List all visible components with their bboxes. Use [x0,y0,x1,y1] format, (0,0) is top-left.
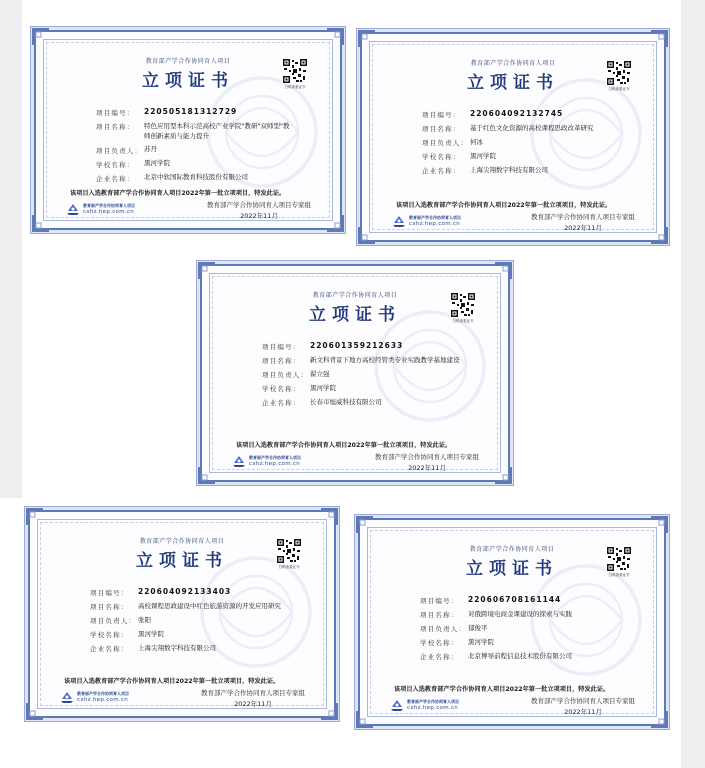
field-label: 项目负责人： [96,146,143,155]
issuer-name: 教育部产学合作协同育人项目专家组 [201,689,305,697]
field-value: 基于红色文化资源的高校课程思政改革研究 [470,123,594,132]
field-value: 黑河学院 [468,637,494,646]
certificate-fields [262,342,462,412]
program-logo-icon [66,202,80,216]
logo-name: 教育部产学合作协同育人项目 [83,203,135,208]
logo-name: 教育部产学合作协同育人项目 [77,691,129,696]
field-label: 企业名称： [420,653,459,661]
field-row [262,356,462,365]
issue-date: 2022年11月 [234,700,272,708]
issue-date: 2022年11月 [408,464,446,472]
corner-ornament-icon [32,28,50,46]
field-value: 220604092133403 [138,586,232,596]
logo-url[interactable]: cxhz.hep.com.cn [83,209,135,215]
field-value: 张阳 [138,615,151,624]
qr-code-icon [450,292,476,318]
program-logo-icon [390,698,404,712]
field-value: 长春市旭威科技有限公司 [310,397,382,406]
issuer-block [204,200,314,222]
field-value: 高校课程思政建设中红色旅游资源的开发应用研究 [138,601,281,610]
logo-url[interactable]: cxhz.hep.com.cn [409,221,461,227]
corner-ornament-icon [198,466,216,484]
qr-code-icon [282,58,308,84]
field-label: 项目编号： [96,109,135,117]
corner-ornament-icon [650,30,668,48]
logo-url[interactable]: cxhz.hep.com.cn [249,461,301,467]
corner-ornament-icon [356,710,374,728]
field-row [420,596,618,605]
field-row [96,160,294,169]
certificate-fields [420,596,618,666]
corner-ornament-icon [494,262,512,280]
certificate-card-2[interactable] [360,32,666,242]
corner-ornament-icon [326,28,344,46]
certificate-subtitle: 教育部产学合作协同育人项目 [312,292,398,299]
left-background-strip [0,0,22,498]
field-row [422,152,618,161]
logo-name: 教育部产学合作协同育人项目 [409,215,461,220]
issuer-name: 教育部产学合作协同育人项目专家组 [531,213,635,221]
field-value: 黑河学院 [144,159,170,167]
qr-code[interactable] [448,292,478,330]
field-row [422,110,618,119]
field-row [262,398,462,407]
field-row [90,602,288,611]
qr-code[interactable] [604,60,634,98]
field-value: 郁俊平 [468,623,488,632]
corner-ornament-icon [356,516,374,534]
certificate-title: 立项证书 [309,305,401,325]
field-label: 项目编号： [420,597,459,605]
field-label: 学校名称： [96,160,135,169]
certificate-statement: 该项目入选教育部产学合作协同育人项目2022年第一批立项项目，特发此证。 [396,202,612,209]
field-label: 项目编号： [262,343,301,351]
field-row [262,384,462,393]
corner-ornament-icon [326,214,344,232]
field-label: 项目负责人： [420,625,467,633]
field-value: 北京中软国际教育科技股份有限公司 [144,173,248,181]
field-row [262,370,462,379]
field-label: 项目编号： [90,589,129,597]
certificate-subtitle: 教育部产学合作协同育人项目 [139,538,225,545]
field-row [420,624,618,633]
logo-name: 教育部产学合作协同育人项目 [407,699,459,704]
certificate-card-3[interactable] [200,264,510,482]
certificate-card-5[interactable] [358,518,666,726]
issue-date: 2022年11月 [564,224,602,232]
field-row [262,342,462,351]
certificate-statement: 该项目入选教育部产学合作协同育人项目2022年第一批立项项目，特发此证。 [64,678,280,685]
field-value: 翟立强 [310,369,330,378]
field-value: 新文科背景下地方高校经管类专业实践教学基地建设 [310,355,460,364]
field-row [96,122,294,141]
certificate-title: 立项证书 [142,71,234,91]
certificate-card-4[interactable] [28,510,336,718]
program-logo[interactable] [390,698,459,712]
field-row [422,166,618,175]
qr-caption: 扫码查看证书 [284,85,306,89]
corner-ornament-icon [320,508,338,526]
field-row [90,630,288,639]
program-logo[interactable] [66,202,135,216]
qr-code-icon [276,538,302,564]
certificate-statement: 该项目入选教育部产学合作协同育人项目2022年第一批立项项目，特发此证。 [70,190,286,197]
field-value: 对俄跨境电商金课建设的探索与实践 [468,609,572,618]
field-value: 特色应用型本科示范高校产业学院"教研"双师型"教师创新素质与能力提升 [144,121,290,140]
field-value: 何冰 [470,137,483,146]
field-label: 项目名称： [262,357,301,365]
field-row [422,124,618,133]
field-label: 项目名称： [96,123,135,131]
certificate-subtitle: 教育部产学合作协同育人项目 [470,60,556,67]
issuer-block [528,696,638,718]
field-label: 项目编号： [422,111,461,119]
field-value: 黑河学院 [138,629,164,638]
program-logo-icon [392,214,406,228]
corner-ornament-icon [198,262,216,280]
issuer-name: 教育部产学合作协同育人项目专家组 [207,201,311,209]
qr-caption: 扫码查看证书 [608,87,630,91]
qr-code[interactable] [604,546,634,584]
field-label: 项目名称： [420,611,459,619]
field-label: 项目负责人： [262,371,309,379]
field-row [96,146,294,155]
field-row [422,138,618,147]
qr-code-icon [606,546,632,572]
qr-caption: 扫码查看证书 [452,319,474,323]
field-row [420,610,618,619]
corner-ornament-icon [358,226,376,244]
issue-date: 2022年11月 [564,708,602,716]
program-logo[interactable] [60,690,129,704]
field-label: 学校名称： [420,639,459,647]
corner-ornament-icon [358,30,376,48]
field-label: 项目名称： [90,603,129,611]
field-label: 企业名称： [422,167,461,175]
logo-url[interactable]: cxhz.hep.com.cn [77,697,129,703]
corner-ornament-icon [650,710,668,728]
program-logo-icon [232,454,246,468]
certificate-title: 立项证书 [466,559,558,579]
field-row [90,616,288,625]
issuer-name: 教育部产学合作协同育人项目专家组 [531,697,635,705]
field-row [96,108,294,117]
corner-ornament-icon [494,466,512,484]
field-label: 学校名称： [90,631,129,639]
field-label: 学校名称： [422,153,461,161]
program-logo[interactable] [232,454,301,468]
qr-code[interactable] [274,538,304,576]
field-row [90,644,288,653]
certificate-title: 立项证书 [467,73,559,93]
corner-ornament-icon [26,702,44,720]
qr-code[interactable] [280,58,310,96]
field-value: 上海尖翔数字科技有限公司 [138,643,216,652]
certificate-statement: 该项目入选教育部产学合作协同育人项目2022年第一批立项项目，特发此证。 [236,442,452,449]
certificate-fields [422,110,618,180]
certificate-subtitle: 教育部产学合作协同育人项目 [145,58,231,65]
field-value: 220601359212633 [310,340,404,350]
field-label: 企业名称： [262,399,301,407]
qr-caption: 扫码查看证书 [608,573,630,577]
corner-ornament-icon [32,214,50,232]
qr-caption: 扫码查看证书 [278,565,300,569]
corner-ornament-icon [650,516,668,534]
field-label: 项目名称： [422,125,461,133]
certificate-subtitle: 教育部产学合作协同育人项目 [469,546,555,553]
issuer-name: 教育部产学合作协同育人项目专家组 [375,453,479,461]
field-value: 上海尖翔数字科技有限公司 [470,165,548,174]
field-row [420,652,618,661]
field-row [96,174,294,183]
issue-date: 2022年11月 [240,212,278,220]
certificate-fields [90,588,288,658]
corner-ornament-icon [26,508,44,526]
bottom-left-background [0,498,18,768]
issuer-block [528,212,638,234]
field-value: 黑河学院 [310,383,336,392]
certificate-card-1[interactable] [34,30,342,230]
logo-name: 教育部产学合作协同育人项目 [249,455,301,460]
corner-ornament-icon [650,226,668,244]
qr-code-icon [606,60,632,86]
field-label: 企业名称： [96,174,135,183]
issuer-block [198,688,308,710]
field-row [90,588,288,597]
field-label: 学校名称： [262,385,301,393]
field-value: 北京博导前程信息技术股份有限公司 [468,651,572,660]
field-value: 黑河学院 [470,151,496,160]
certificate-statement: 该项目入选教育部产学合作协同育人项目2022年第一批立项项目，特发此证。 [394,686,610,693]
field-value: 220606708161144 [468,594,562,604]
field-label: 项目负责人： [90,617,137,625]
right-background-strip [681,0,705,768]
certificate-title: 立项证书 [136,551,228,571]
field-value: 苏丹 [144,145,157,153]
logo-url[interactable]: cxhz.hep.com.cn [407,705,459,711]
field-label: 企业名称： [90,645,129,653]
field-row [420,638,618,647]
program-logo[interactable] [392,214,461,228]
program-logo-icon [60,690,74,704]
field-value: 220604092132745 [470,108,564,118]
field-value: 220505181312729 [144,106,238,116]
certificate-fields [96,108,294,188]
issuer-block [372,452,482,474]
corner-ornament-icon [320,702,338,720]
field-label: 项目负责人： [422,139,469,147]
